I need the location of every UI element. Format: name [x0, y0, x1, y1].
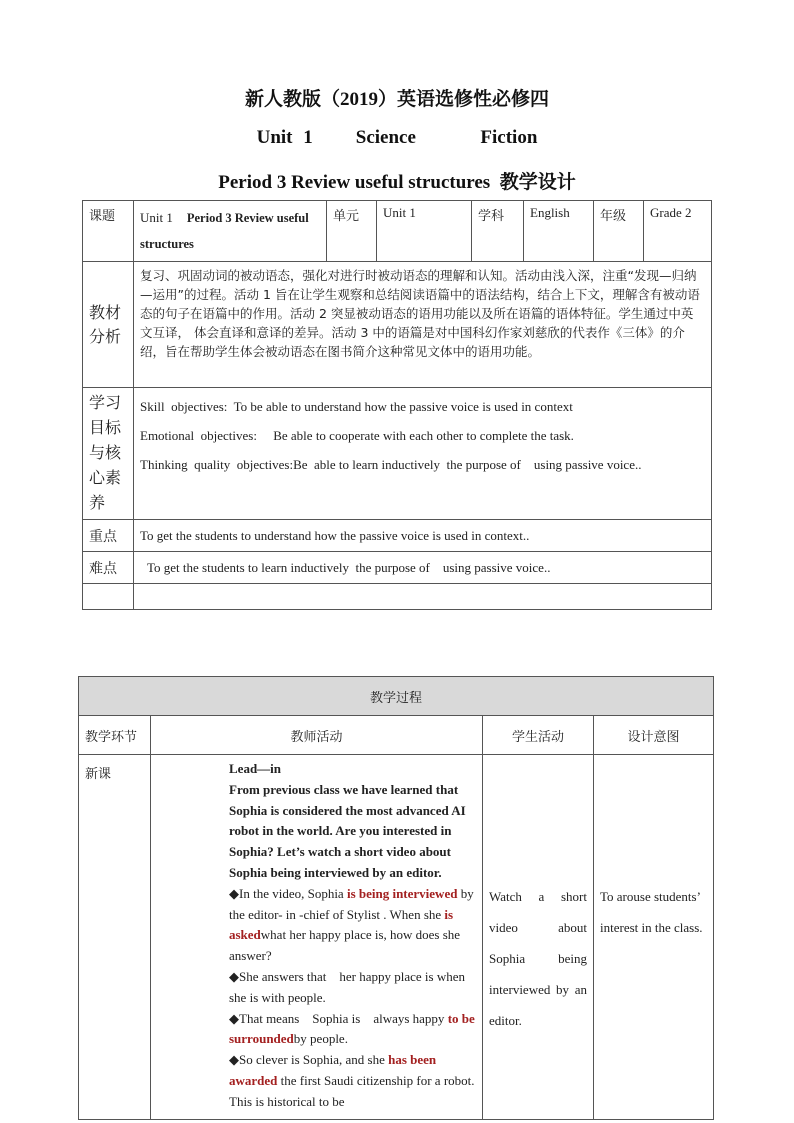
- highlight-run: to be surrounded: [229, 1010, 479, 1047]
- answer-3: [229, 1050, 476, 1112]
- text-run: by the editor- in -chief of Stylist . When she: [229, 885, 474, 922]
- doc-title: 新人教版（2019）英语选修性必修四: [244, 89, 549, 110]
- answer-1: ◆She answers that her happy place is when she is with people.: [229, 968, 469, 1005]
- thinking-objective: Thinking quality objectives:Be able to learn inductively the purpose of using passive voice..: [140, 457, 642, 472]
- empty-cell: [83, 584, 134, 610]
- objectives-label-line: 与核: [89, 443, 122, 462]
- topic-cell: [134, 201, 327, 262]
- analysis-label: [83, 262, 134, 388]
- key-text: To get the students to understand how the passive voice is used in context..: [134, 520, 712, 552]
- unit-value: Unit 1: [377, 201, 472, 262]
- subject-label: 学科: [472, 201, 524, 262]
- text-run: ◆That means Sophia is always happy: [229, 1010, 448, 1026]
- text-run: by people.: [293, 1031, 348, 1047]
- lead-intro: From previous class we have learned that Sophia is considered the most advanced AI robot in the world. Are you interested in Sophia? Let’s watch a short video about Sophia being interviewed by an editor.: [229, 781, 466, 880]
- text-run: ◆So clever is Sophia, and she: [229, 1052, 389, 1068]
- objectives-label-line: 心素: [89, 468, 122, 487]
- col-intent: 设计意图: [594, 716, 714, 755]
- unit-title: Unit 1 Science Fiction: [256, 127, 538, 148]
- difficulty-text: To get the students to learn inductively the purpose of using passive voice..: [134, 552, 712, 584]
- topic-title: Period 3 Review useful structures: [140, 211, 309, 251]
- highlight-run: has been awarded: [229, 1052, 437, 1088]
- highlight-run: is asked: [229, 906, 454, 943]
- key-label: 重点: [83, 520, 134, 552]
- question-1: [229, 884, 476, 967]
- period-title: Period 3 Review useful structures 教学设计: [218, 172, 576, 193]
- text-run: what her happy place is, how does she answer?: [229, 927, 461, 964]
- subject-value: English: [524, 201, 594, 262]
- answer-2: [229, 1009, 479, 1051]
- col-student: 学生活动: [483, 716, 594, 755]
- col-stage: 教学环节: [79, 716, 151, 755]
- highlight-run: is being interviewed: [346, 885, 458, 901]
- objectives-label-line: 学习: [89, 393, 122, 412]
- empty-cell: [134, 584, 712, 610]
- skill-objective: Skill objectives: To be able to understand how the passive voice is used in context: [140, 399, 573, 414]
- emotional-objective: Emotional objectives: Be able to cooperate with each other to complete the task.: [140, 428, 574, 443]
- design-intent: To arouse students’ interest in the class.: [594, 755, 714, 1120]
- objectives-cell: [134, 388, 712, 520]
- analysis-text: 复习、巩固动词的被动语态，强化对进行时被动语态的理解和认知。活动由浅入深，注重“发现—归纳—运用”的过程。活动 1 旨在让学生观察和总结阅读语篇中的语法结构，结合上下文，理解含有被动语态的句子在语篇中的作用。活动 2 突显被动语态的语用功能以及所在语篇的语体特征。学生通过中英文互译， 体会直译和意译的差异。活动 3 中的语篇是对中国科幻作家刘慈欣的代表作《三体》的介绍，旨在帮助学生体会被动语态在图书简介这种常见文体中的语用功能。: [134, 262, 712, 388]
- objectives-label: [83, 388, 134, 520]
- grade-label: 年级: [594, 201, 644, 262]
- analysis-label-line: 教材: [89, 302, 122, 322]
- difficulty-label: 难点: [83, 552, 134, 584]
- analysis-label-line: 分析: [89, 326, 122, 346]
- text-run: ◆In the video, Sophia: [229, 885, 347, 901]
- teaching-process-table: [78, 676, 714, 1120]
- lead-heading: Lead—in: [229, 761, 282, 776]
- unit-label: 单元: [327, 201, 377, 262]
- objectives-label-line: 目标: [89, 418, 122, 437]
- grade-value: Grade 2: [644, 201, 712, 262]
- teacher-activity: [151, 755, 483, 1120]
- process-title: 教学过程: [79, 677, 714, 716]
- topic-unit: Unit 1: [140, 210, 173, 225]
- lesson-info-table: [82, 200, 712, 610]
- objectives-label-line: 养: [89, 493, 106, 512]
- stage-cell: 新课: [79, 755, 151, 1120]
- topic-label: 课题: [83, 201, 134, 262]
- text-run: the first Saudi citizenship for a robot. This is historical to be: [229, 1072, 475, 1109]
- student-activity: Watch a short video about Sophia being interviewed by an editor.: [483, 755, 594, 1120]
- col-teacher: 教师活动: [151, 716, 483, 755]
